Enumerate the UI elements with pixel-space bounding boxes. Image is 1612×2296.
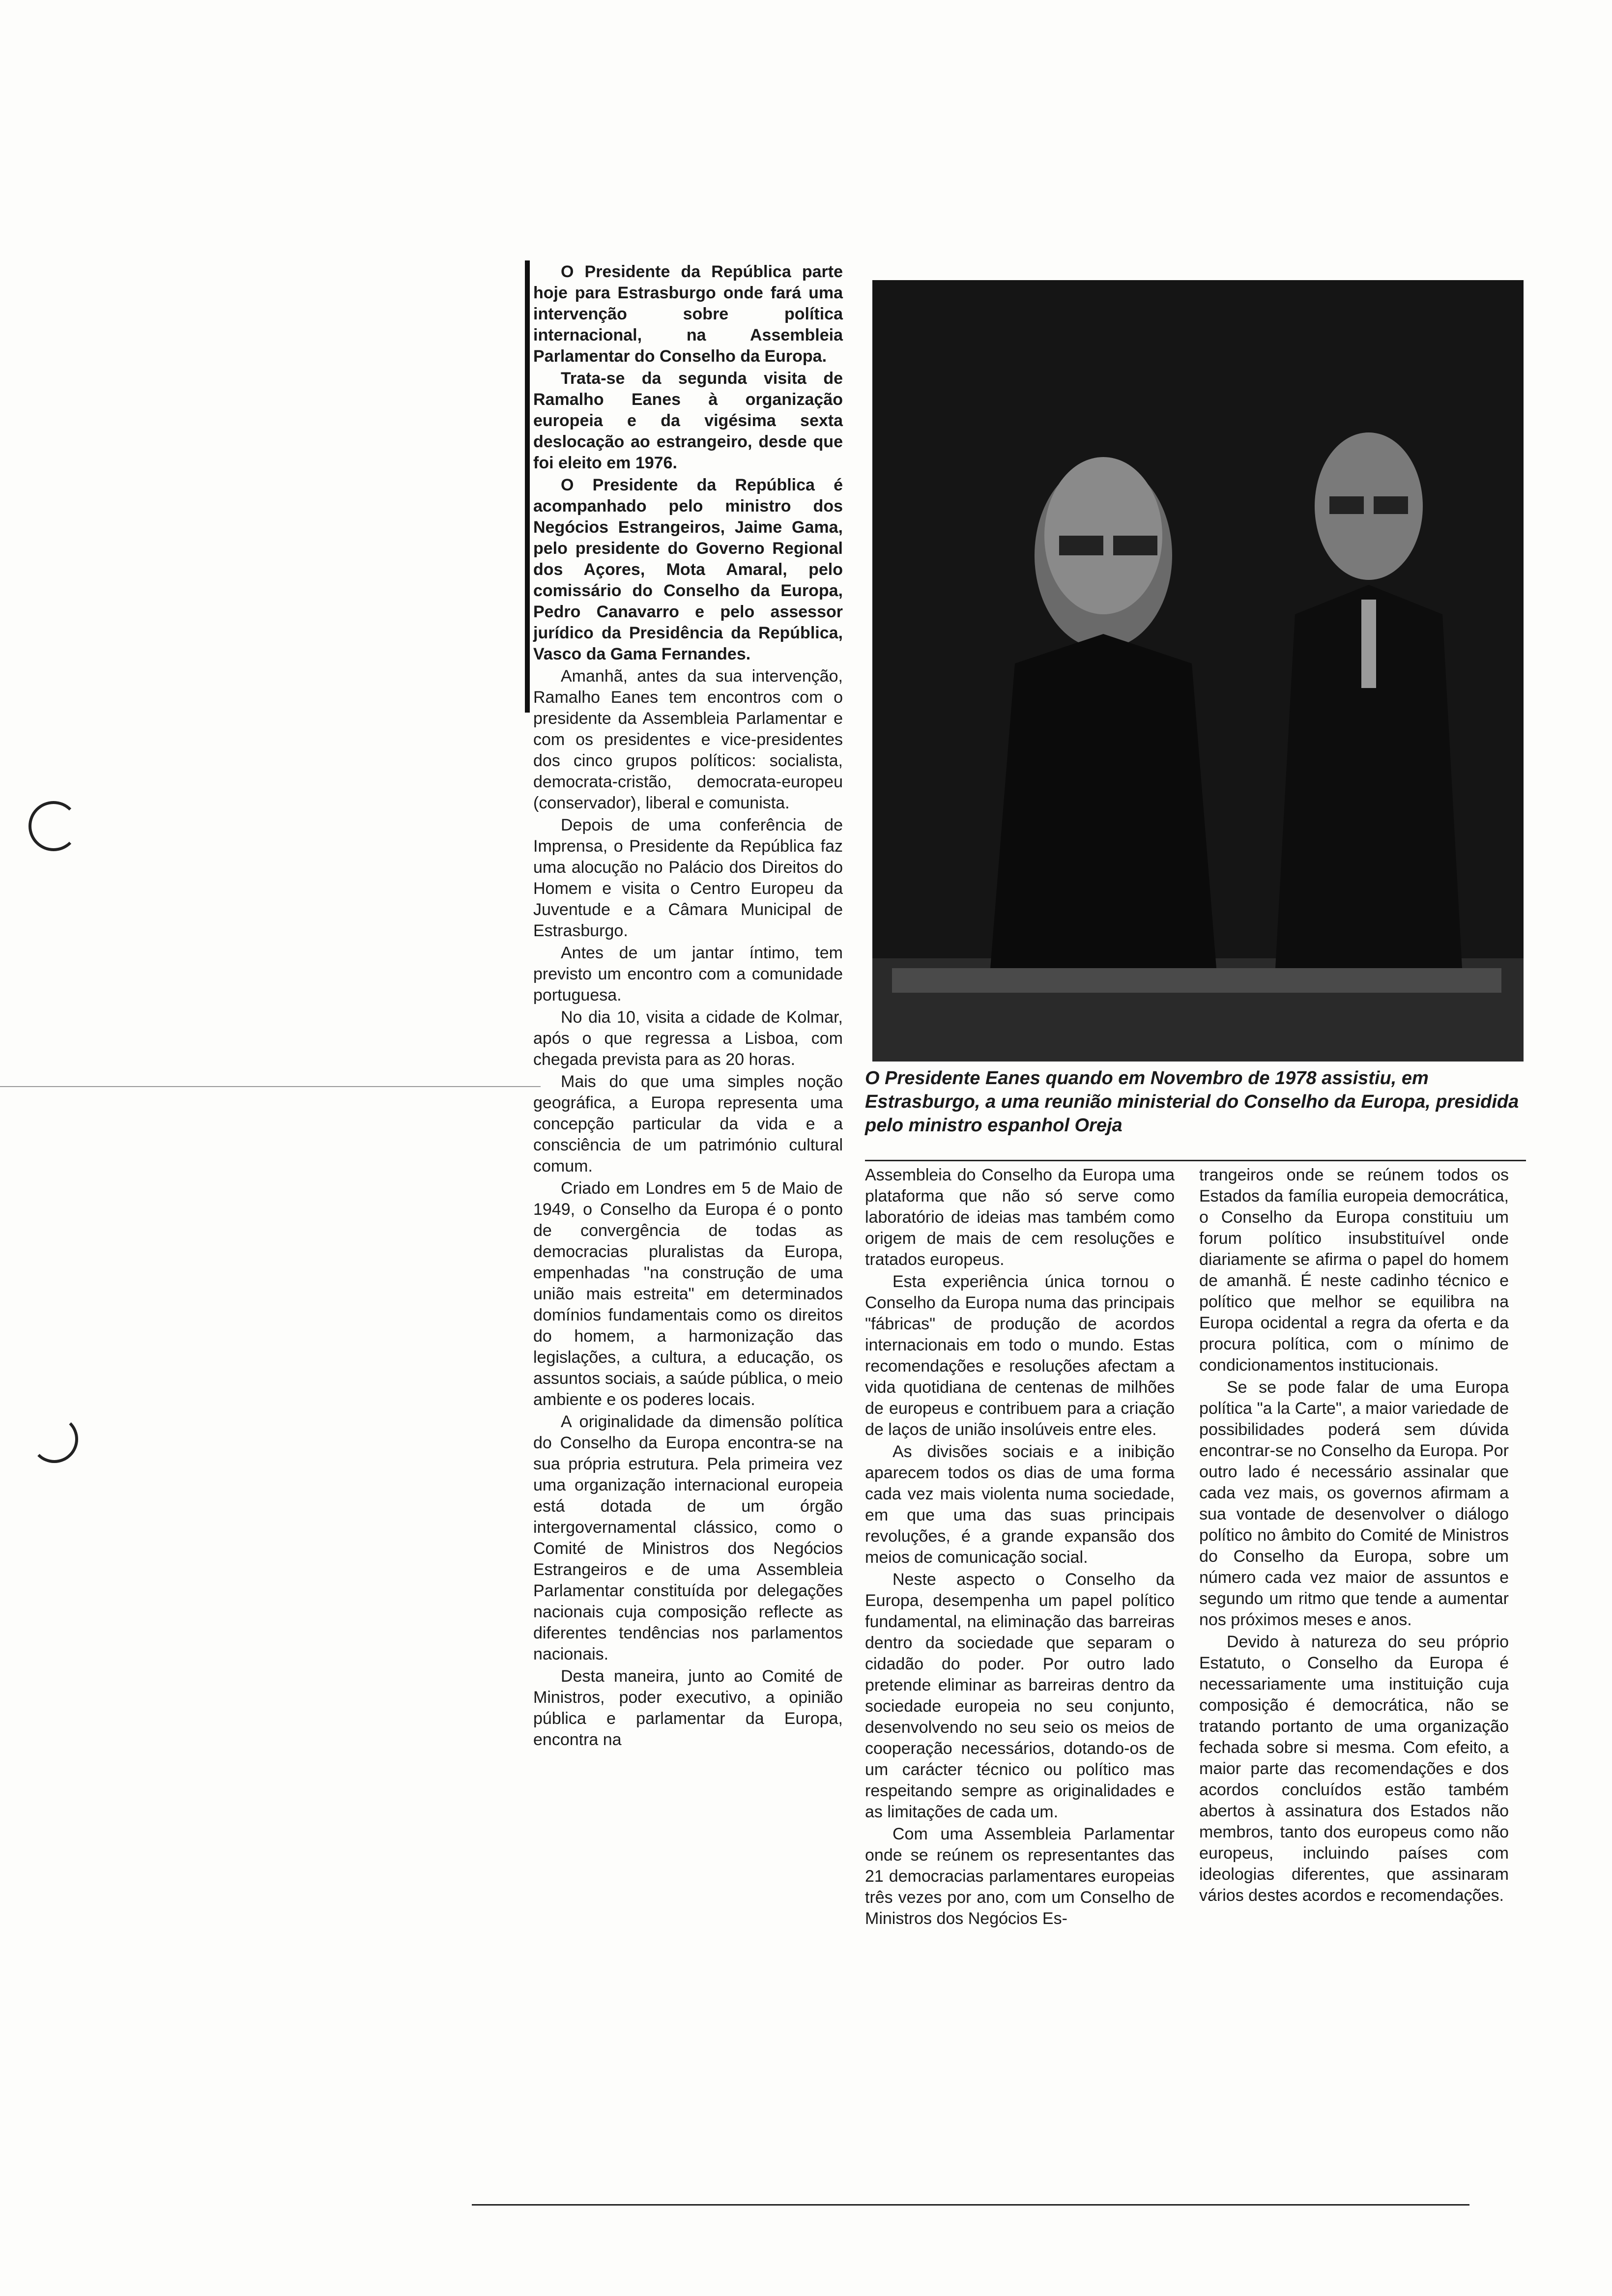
article-column-right xyxy=(1199,1165,1509,1906)
paragraph: As divisões sociais e a inibição aparecem todos os dias de uma forma cada vez mais violenta numa sociedade, em que uma das suas principais revoluções, é a grande expansão dos meios de comunicação social. xyxy=(865,1442,1175,1567)
article-column-left xyxy=(533,261,843,1751)
paragraph: Trata-se da segunda visita de Ramalho Eanes à organização europeia e da vigésima sexta deslocação ao estrangeiro, desde que foi eleito em 1976. xyxy=(533,369,843,472)
margin-mark xyxy=(29,801,79,851)
paragraph: Com uma Assembleia Parlamentar onde se reúnem os representantes das 21 democracias parlamentares europeias três vezes por ano, com um Conselho de Ministros dos Negócios Es- xyxy=(865,1825,1175,1928)
paragraph: Devido à natureza do seu próprio Estatuto, o Conselho da Europa é necessariamente uma instituição cuja composição é democrática, não se tratando portanto de uma organização fechada sobre si mesma. Com efeito, a maior parte das recomendações e dos acordos concluídos estão também abertos à assinatura dos Estados não membros, tanto dos europeus como não europeus, incluindo países com ideologias diferentes, que assinaram vários destes acordos e recomendações. xyxy=(1199,1633,1509,1905)
paragraph: Criado em Londres em 5 de Maio de 1949, o Conselho da Europa é o ponto de convergência de todas as democracias pluralistas da Europa, empenhadas "na construção de uma união mais estreita" em determinados domínios fundamentais como os direitos do homem, a harmonização das legislações, a cultura, a educação, os assuntos sociais, a saúde pública, o meio ambiente e os poderes locais. xyxy=(533,1179,843,1409)
paragraph: trangeiros onde se reúnem todos os Estados da família europeia democrática, o Conselho da Europa constituiu um forum político insubstituível onde diariamente se afirma o papel do homem de amanhã. É neste cadinho técnico e político que melhor se equilibra na Europa ocidental a regra da oferta e da procura política, com o mínimo de condicionamentos institucionais. xyxy=(1199,1166,1509,1375)
paragraph: Depois de uma conferência de Imprensa, o Presidente da República faz uma alocução no Palácio dos Direitos do Homem e visita o Centro Europeu da Juventude e a Câmara Municipal de Estrasburgo. xyxy=(533,816,843,940)
paragraph: A originalidade da dimensão política do Conselho da Europa encontra-se na sua própria estrutura. Pela primeira vez uma organização internacional europeia está dotada de um órgão intergovernamental clássico, como o Comité de Ministros dos Negócios Estrangeiros e de uma Assembleia Parlamentar constituída por delegações nacionais cuja composição reflecte as diferentes tendências nos parlamentos nacionais. xyxy=(533,1412,843,1664)
paragraph: Neste aspecto o Conselho da Europa, desempenha um papel político fundamental, na eliminação das barreiras dentro da sociedade que separam o cidadão do poder. Por outro lado pretende eliminar as barreiras dentro da sociedade europeia no seu conjunto, desenvolvendo no seu seio os meios de cooperação necessários, dotando-os de um carácter técnico ou político mas respeitando sempre as originalidades e as limitações de cada um. xyxy=(865,1570,1175,1821)
bottom-rule xyxy=(472,2204,1469,2206)
paragraph: Esta experiência única tornou o Conselho da Europa numa das principais "fábricas" de produção de acordos internacionais em todo o mundo. Estas recomendações e resoluções afectam a vida quotidiana de centenas de milhões de europeus e contribuem para a criação de laços de união insolúveis entre eles. xyxy=(865,1272,1175,1439)
caption-rule xyxy=(865,1160,1526,1161)
photo-caption: O Presidente Eanes quando em Novembro de 1978 assistiu, em Estrasburgo, a uma reunião ministerial do Conselho da Europa, presidida pelo ministro espanhol Oreja xyxy=(865,1068,1519,1136)
margin-bar xyxy=(525,260,530,713)
paragraph: O Presidente da República é acompanhado pelo ministro dos Negócios Estrangeiros, Jaime Gama, pelo presidente do Governo Regional dos Açores, Mota Amaral, pelo comissário do Conselho da Europa, Pedro Canavarro e pelo assessor jurídico da Presidência da República, Vasco da Gama Fernandes. xyxy=(533,476,843,663)
paragraph: Desta maneira, junto ao Comité de Ministros, poder executivo, a opinião pública e parlamentar da Europa, encontra na xyxy=(533,1667,843,1749)
paragraph: O Presidente da República parte hoje para Estrasburgo onde fará uma intervenção sobre política internacional, na Assembleia Parlamentar do Conselho da Europa. xyxy=(533,262,843,366)
paragraph: Se se pode falar de uma Europa política "a la Carte", a maior variedade de possibilidades poderá sem dúvida encontrar-se no Conselho da Europa. Por outro lado é necessário assinalar que cada vez mais, os governos afirmam a sua vontade de desenvolver o diálogo político no âmbito do Comité de Ministros do Conselho da Europa, sobre um número cada vez maior de assuntos e segundo um ritmo que tende a aumentar nos próximos meses e anos. xyxy=(1199,1378,1509,1629)
news-photo xyxy=(872,280,1524,1062)
photo-two-men xyxy=(872,280,1524,1062)
article-column-middle xyxy=(865,1165,1175,1929)
scan-line xyxy=(0,1086,541,1087)
paragraph: Amanhã, antes da sua intervenção, Ramalho Eanes tem encontros com o presidente da Assembleia Parlamentar e com os presidentes e vice-presidentes dos cinco grupos políticos: socialista, democrata-cristão, democrata-europeu (conservador), liberal e comunista. xyxy=(533,667,843,812)
margin-mark xyxy=(30,1415,78,1463)
paragraph: Mais do que uma simples noção geográfica, a Europa representa uma concepção particular da vida e a consciência de um património cultural comum. xyxy=(533,1072,843,1176)
paragraph: Assembleia do Conselho da Europa uma plataforma que não só serve como laboratório de ideias mas também como origem de mais de cem resoluções e tratados europeus. xyxy=(865,1166,1175,1269)
paragraph: No dia 10, visita a cidade de Kolmar, após o que regressa a Lisboa, com chegada prevista para as 20 horas. xyxy=(533,1008,843,1069)
paragraph: Antes de um jantar íntimo, tem previsto um encontro com a comunidade portuguesa. xyxy=(533,944,843,1004)
